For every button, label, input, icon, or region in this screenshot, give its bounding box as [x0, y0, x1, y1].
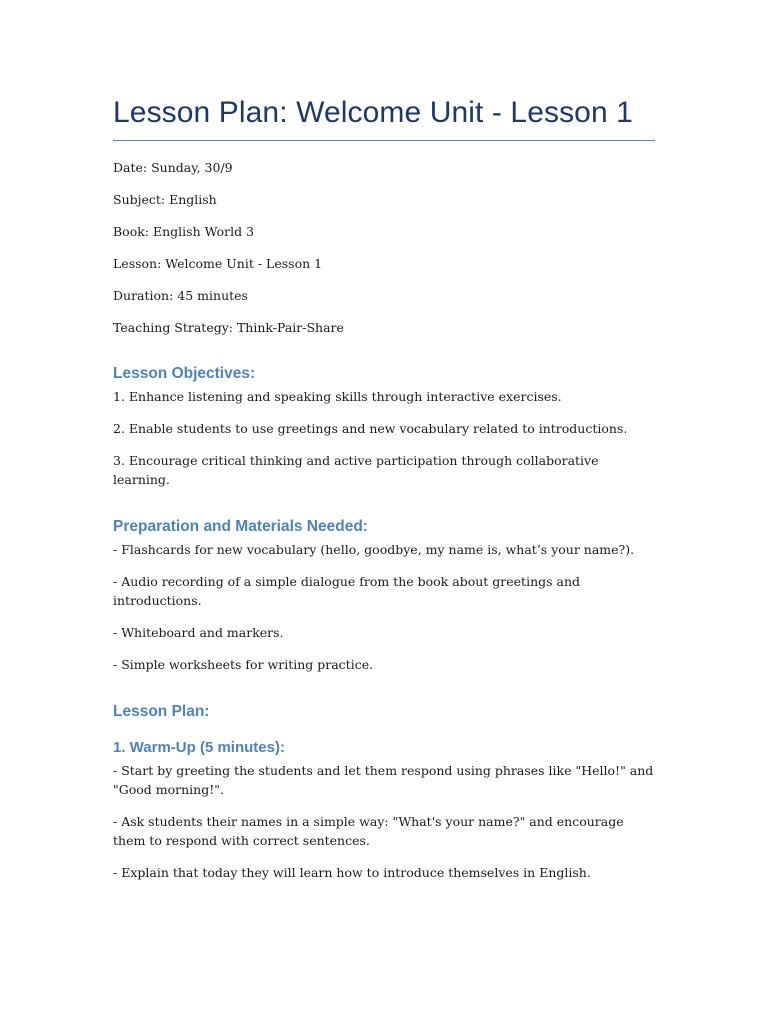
- materials-heading: Preparation and Materials Needed:: [113, 518, 368, 535]
- objectives-list: [113, 387, 655, 489]
- objectives-section: [113, 364, 655, 489]
- list-item: - Start by greeting the students and let them respond using phrases like "Hello!" and "Good morning!".: [113, 763, 654, 797]
- list-item: 2. Enable students to use greetings and new vocabulary related to introductions.: [113, 421, 628, 436]
- lesson-plan-section: [113, 702, 655, 882]
- book-line: Book: English World 3: [113, 224, 255, 239]
- warmup-list: [113, 761, 655, 882]
- date-line: Date: Sunday, 30/9: [113, 160, 233, 175]
- list-item: - Whiteboard and markers.: [113, 625, 284, 640]
- list-item: - Simple worksheets for writing practice.: [113, 657, 374, 672]
- lesson-line: Lesson: Welcome Unit - Lesson 1: [113, 256, 323, 271]
- list-item: - Ask students their names in a simple way: "What's your name?" and encourage them to respond with correct sentences.: [113, 814, 624, 848]
- list-item: - Flashcards for new vocabulary (hello, goodbye, my name is, what’s your name?).: [113, 542, 635, 557]
- teaching-strategy-line: Teaching Strategy: Think-Pair-Share: [113, 320, 344, 335]
- warmup-section: [113, 738, 655, 882]
- list-item: 3. Encourage critical thinking and active participation through collaborative learning.: [113, 453, 599, 487]
- materials-list: [113, 540, 655, 674]
- list-item: - Audio recording of a simple dialogue from the book about greetings and introductions.: [113, 574, 581, 608]
- document-title: Lesson Plan: Welcome Unit - Lesson 1: [113, 92, 655, 141]
- list-item: - Explain that today they will learn how to introduce themselves in English.: [113, 865, 591, 880]
- objectives-heading: Lesson Objectives:: [113, 365, 256, 382]
- subject-line: Subject: English: [113, 192, 217, 207]
- duration-line: Duration: 45 minutes: [113, 288, 248, 303]
- list-item: 1. Enhance listening and speaking skills through interactive exercises.: [113, 389, 562, 404]
- lesson-details: [113, 160, 655, 336]
- materials-section: [113, 517, 655, 674]
- warmup-heading: 1. Warm-Up (5 minutes):: [113, 739, 285, 756]
- lesson-plan-heading: Lesson Plan:: [113, 703, 210, 720]
- document-page: [113, 92, 655, 895]
